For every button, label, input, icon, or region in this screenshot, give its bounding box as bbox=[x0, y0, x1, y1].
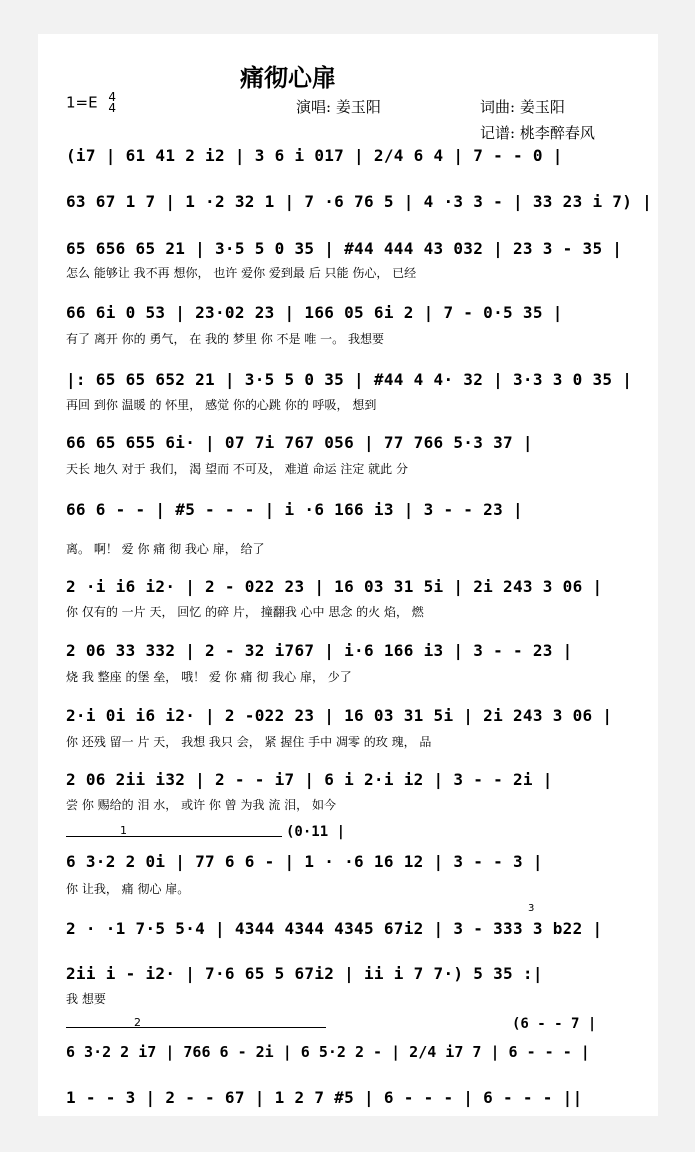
time-sig-top: 4 bbox=[108, 90, 117, 104]
volta-2-bracket bbox=[66, 1027, 326, 1028]
volta-1-bracket bbox=[66, 836, 282, 837]
score-line-10: 2·i 0i i6 i2· | 2 -022 23 | 16 03 31 5i | 2i 243 3 06 | bbox=[66, 706, 613, 725]
score-line-1: (i7 | 61 41 2 i2 | 3 6 i 017 | 2/4 6 4 | 7 - - 0 | bbox=[66, 146, 563, 165]
singer-credit: 演唱: 姜玉阳 bbox=[296, 98, 381, 116]
lyric-line-10: 你 还残 留一 片 天， 我想 我只 会， 紧 握住 手中 凋零 的玫 瑰， 品 bbox=[66, 735, 432, 749]
lyric-line-5: 再回 到你 温暖 的 怀里， 感觉 你的心跳 你的 呼吸， 想到 bbox=[66, 398, 377, 412]
key-value: 1=E bbox=[66, 93, 98, 112]
lyric-line-4: 有了 离开 你的 勇气， 在 我的 梦里 你 不是 唯 一。 我想要 bbox=[66, 332, 384, 346]
lyric-line-3: 怎么 能够让 我不再 想你， 也许 爱你 爱到最 后 只能 伤心， 已经 bbox=[66, 266, 417, 280]
score-line-8: 2 ·i i6 i2· | 2 - 022 23 | 16 03 31 5i | 2i 243 3 06 | bbox=[66, 577, 603, 596]
composer-credit: 词曲: 姜玉阳 bbox=[480, 98, 565, 116]
key-signature bbox=[66, 92, 116, 114]
score-line-6: 66 65 655 6i· | 07 7i 767 056 | 77 766 5·3 37 | bbox=[66, 433, 533, 452]
lyric-line-6: 天长 地久 对于 我们， 渴 望而 不可及， 难道 命运 注定 就此 分 bbox=[66, 462, 408, 476]
score-line-4: 66 6i 0 53 | 23·02 23 | 166 05 6i 2 | 7 - 0·5 35 | bbox=[66, 303, 563, 322]
volta-1-mark: 1 bbox=[120, 824, 127, 837]
score-line-12: 6 3·2 2 0i | 77 6 6 - | 1 · ·6 16 12 | 3 - - 3 | bbox=[66, 852, 543, 871]
score-line-2: 63 67 1 7 | 1 ·2 32 1 | 7 ·6 76 5 | 4 ·3 3 - | 33 23 i 7) | bbox=[66, 192, 653, 211]
lyric-line-7: 离。 啊！ 爱 你 痛 彻 我心 扉， 给了 bbox=[66, 542, 265, 556]
lyric-line-8: 你 仅有的 一片 天， 回忆 的碎 片， 撞翻我 心中 思念 的火 焰， 燃 bbox=[66, 605, 424, 619]
score-line-15: 6 3·2 2 i7 | 766 6 - 2i | 6 5·2 2 - | 2/4 i7 7 | 6 - - - | bbox=[66, 1043, 590, 1061]
score-line-13: 2 · ·1 7·5 5·4 | 4344 4344 4345 67i2 | 3 - 333 3 b22 | bbox=[66, 919, 603, 938]
tuplet-mark: 3 bbox=[528, 903, 535, 914]
volta-2-mark: 2 bbox=[134, 1016, 141, 1029]
song-title: 痛彻心扉 bbox=[240, 63, 336, 92]
score-line-5: |: 65 65 652 21 | 3·5 5 0 35 | #44 4 4· 32 | 3·3 3 0 35 | bbox=[66, 370, 633, 389]
lyric-line-11: 尝 你 赐给的 泪 水， 或许 你 曾 为我 流 泪， 如今 bbox=[66, 798, 336, 812]
score-line-14: 2ii i - i2· | 7·6 65 5 67i2 | ii i 7 7·) 5 35 :| bbox=[66, 964, 543, 983]
score-line-16: 1 - - 3 | 2 - - 67 | 1 2 7 #5 | 6 - - - | 6 - - - || bbox=[66, 1088, 583, 1107]
lyric-line-14: 我 想要 bbox=[66, 992, 106, 1006]
time-sig-bottom: 4 bbox=[108, 101, 117, 115]
score-line-3: 65 656 65 21 | 3·5 5 0 35 | #44 444 43 032 | 23 3 - 35 | bbox=[66, 239, 623, 258]
lyric-line-12: 你 让我， 痛 彻心 扉。 bbox=[66, 882, 190, 896]
score-line-11: 2 06 2ii i32 | 2 - - i7 | 6 i 2·i i2 | 3 - - 2i | bbox=[66, 770, 553, 789]
score-line-9: 2 06 33 332 | 2 - 32 i767 | i·6 166 i3 | 3 - - 23 | bbox=[66, 641, 573, 660]
lyric-line-9: 烧 我 整座 的堡 垒， 哦！ 爱 你 痛 彻 我心 扉， 少了 bbox=[66, 670, 352, 684]
score-line-7: 66 6 - - | #5 - - - | i ·6 166 i3 | 3 - - 23 | bbox=[66, 500, 523, 519]
transcriber-credit: 记谱: 桃李醉春风 bbox=[480, 124, 595, 142]
volta-2-notes: (6 - - 7 | bbox=[512, 1016, 597, 1032]
volta-1-notes: (0·11 | bbox=[286, 824, 346, 840]
